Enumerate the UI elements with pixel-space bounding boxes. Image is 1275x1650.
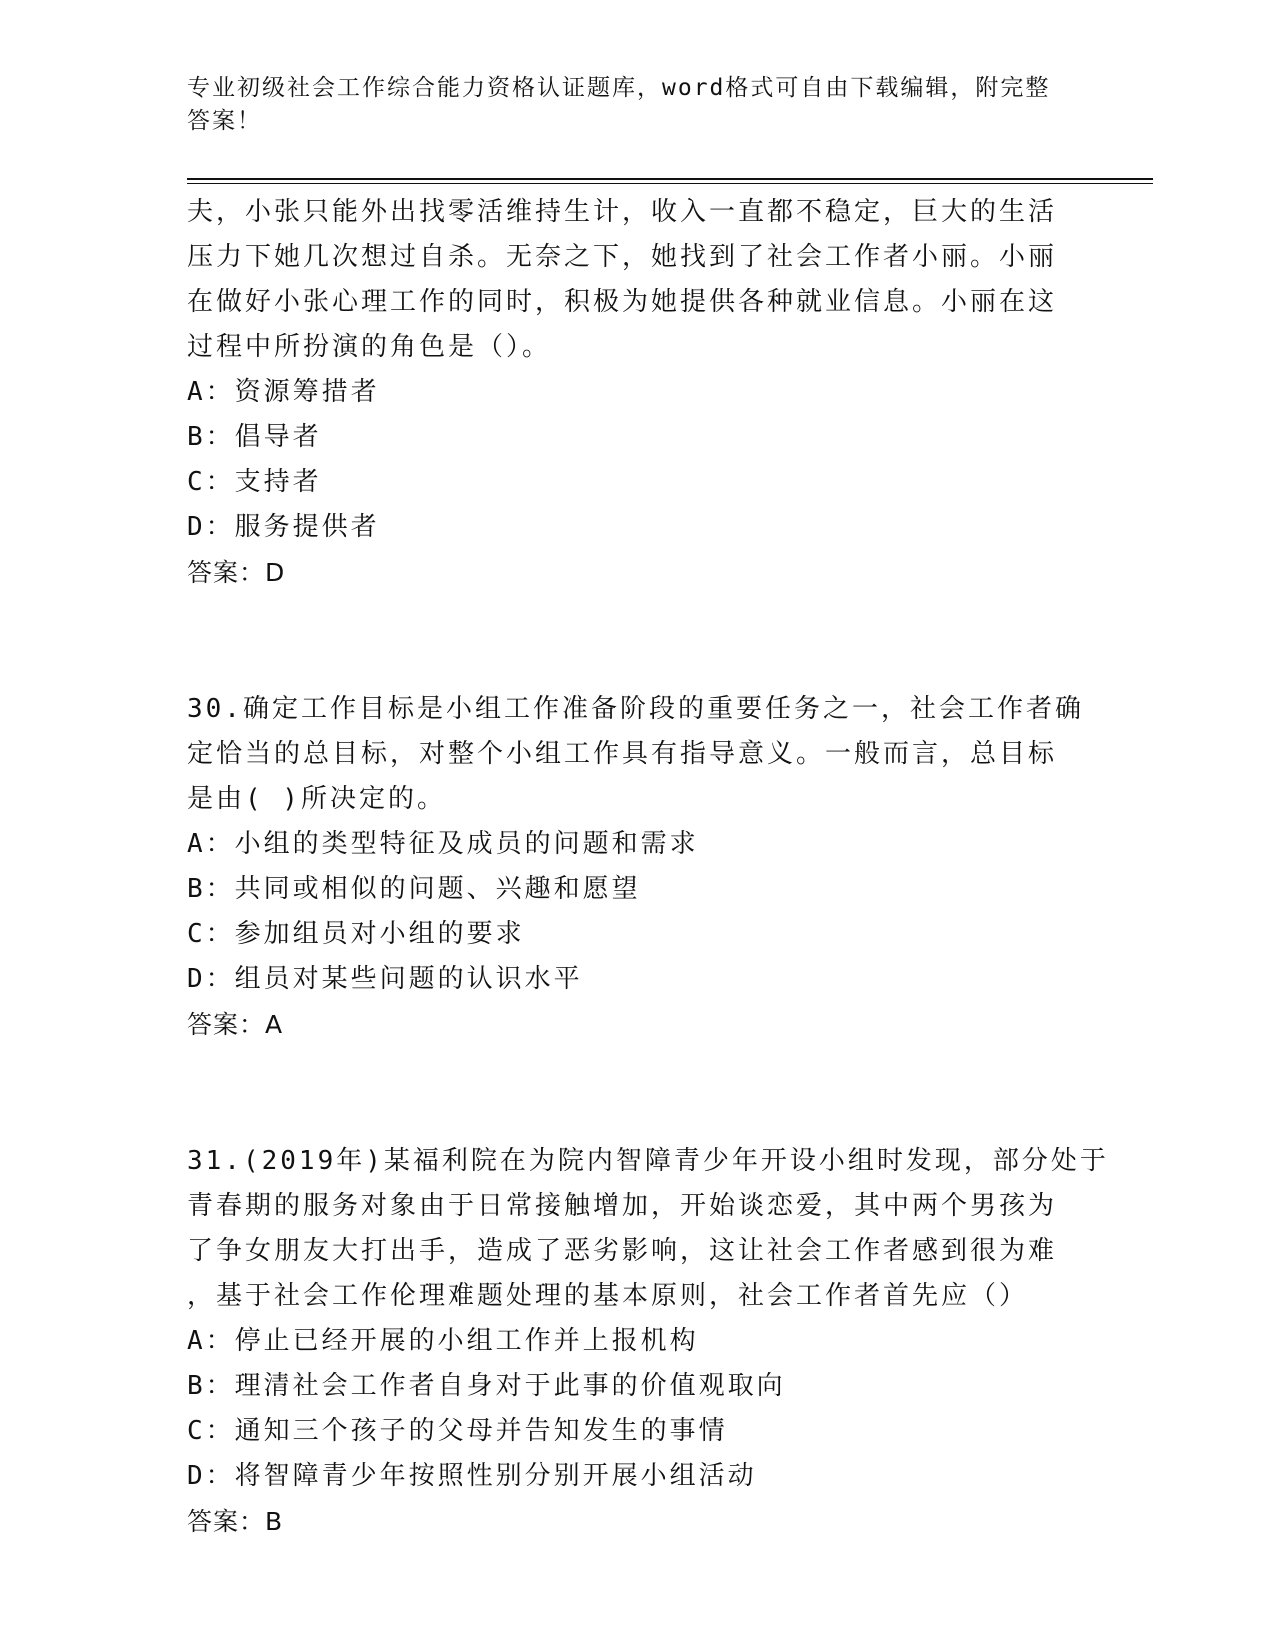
option-d: D：将智障青少年按照性别分别开展小组活动 (187, 1461, 757, 1491)
question-text-line: 压力下她几次想过自杀。无奈之下，她找到了社会工作者小丽。小丽 (187, 242, 1058, 272)
question-text-line: 定恰当的总目标，对整个小组工作具有指导意义。一般而言，总目标 (187, 739, 1058, 769)
answer: 答案：B (187, 1507, 284, 1536)
answer: 答案：A (187, 1010, 284, 1039)
option-b: B：倡导者 (187, 422, 322, 452)
question-text-line: ，基于社会工作伦理难题处理的基本原则，社会工作者首先应（） (187, 1281, 1029, 1311)
document-body (187, 190, 1109, 1544)
option-a: A：停止已经开展的小组工作并上报机构 (187, 1326, 699, 1356)
option-b: B：共同或相似的问题、兴趣和愿望 (187, 874, 641, 904)
spacer (187, 595, 1087, 687)
question-text-line: 31.(2019年)某福利院在为院内智障青少年开设小组时发现，部分处于 (187, 1146, 1109, 1176)
question-text-line: 了争女朋友大打出手，造成了恶劣影响，这让社会工作者感到很为难 (187, 1236, 1058, 1266)
question-text-line: 是由( )所决定的。 (187, 784, 446, 814)
question-text-line: 30.确定工作目标是小组工作准备阶段的重要任务之一，社会工作者确 (187, 694, 1084, 724)
option-d: D：组员对某些问题的认识水平 (187, 964, 583, 994)
option-c: C：通知三个孩子的父母并告知发生的事情 (187, 1416, 728, 1446)
option-d: D：服务提供者 (187, 512, 380, 542)
option-a: A：资源筹措者 (187, 377, 380, 407)
header-text: 专业初级社会工作综合能力资格认证题库，word格式可自由下载编辑，附完整答案！ (187, 75, 1051, 134)
question-text-line: 过程中所扮演的角色是（）。 (187, 332, 552, 362)
option-b: B：理清社会工作者自身对于此事的价值观取向 (187, 1371, 786, 1401)
header-divider-thin (187, 183, 1153, 184)
question-31 (187, 1139, 1109, 1544)
question-text-line: 夫，小张只能外出找零活维持生计，收入一直都不稳定，巨大的生活 (187, 197, 1058, 227)
option-c: C：支持者 (187, 467, 322, 497)
question-29 (187, 190, 1087, 595)
spacer (187, 1047, 1087, 1139)
header-divider (187, 178, 1153, 180)
question-text-line: 在做好小张心理工作的同时，积极为她提供各种就业信息。小丽在这 (187, 287, 1058, 317)
answer: 答案：D (187, 558, 286, 587)
option-a: A：小组的类型特征及成员的问题和需求 (187, 829, 699, 859)
document-header (187, 72, 1067, 138)
question-text-line: 青春期的服务对象由于日常接触增加，开始谈恋爱，其中两个男孩为 (187, 1191, 1058, 1221)
option-c: C：参加组员对小组的要求 (187, 919, 525, 949)
question-30 (187, 687, 1087, 1047)
